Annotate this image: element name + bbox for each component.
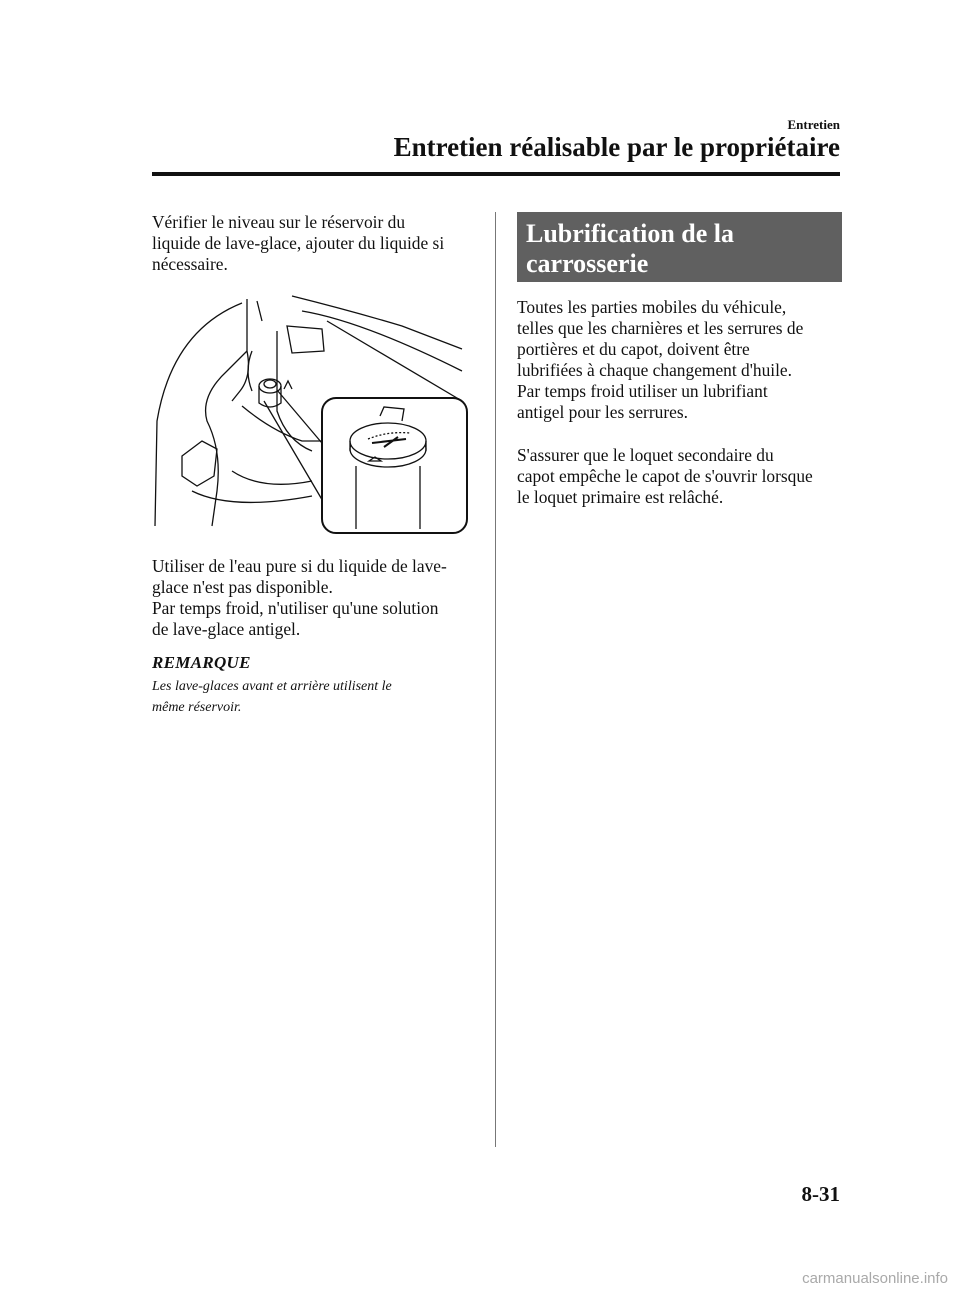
section-heading-line: carrosserie — [526, 249, 649, 278]
washer-reservoir-illustration — [152, 291, 472, 536]
text-line: Vérifier le niveau sur le réservoir du — [152, 212, 406, 232]
text-line: S'assurer que le loquet secondaire du — [517, 445, 774, 465]
text-line: le loquet primaire est relâché. — [517, 487, 724, 507]
lubrication-paragraph — [517, 297, 842, 423]
text-line: portières et du capot, doivent être — [517, 339, 750, 359]
text-line: capot empêche le capot de s'ouvrir lorsque — [517, 466, 813, 486]
header-rule — [152, 172, 840, 176]
section-heading-line: Lubrification de la — [526, 219, 735, 248]
latch-paragraph — [517, 445, 842, 508]
note-heading: REMARQUE — [152, 653, 251, 672]
text-line: telles que les charnières et les serrures de — [517, 318, 804, 338]
text-line: Utiliser de l'eau pure si du liquide de lave- — [152, 556, 447, 576]
column-divider — [495, 212, 496, 1147]
page-title: Entretien réalisable par le propriétaire — [393, 132, 840, 162]
usage-paragraph — [152, 556, 477, 640]
text-line: Les lave-glaces avant et arrière utilisent le — [152, 679, 392, 694]
text-line: Toutes les parties mobiles du véhicule, — [517, 297, 787, 317]
left-column — [152, 212, 477, 718]
text-line: nécessaire. — [152, 254, 228, 274]
text-line: Par temps froid utiliser un lubrifiant — [517, 381, 768, 401]
text-line: lubrifiées à chaque changement d'huile. — [517, 360, 792, 380]
watermark: carmanualsonline.info — [802, 1270, 948, 1287]
intro-paragraph — [152, 212, 477, 275]
text-line: de lave-glace antigel. — [152, 619, 301, 639]
section-heading — [517, 212, 842, 282]
page-number: 8-31 — [801, 1182, 840, 1206]
text-line: glace n'est pas disponible. — [152, 577, 333, 597]
text-line: Par temps froid, n'utiliser qu'une solution — [152, 598, 439, 618]
right-column — [517, 212, 842, 508]
text-line: antigel pour les serrures. — [517, 402, 688, 422]
note-text — [152, 676, 477, 718]
chapter-label: Entretien — [787, 117, 840, 132]
text-line: liquide de lave-glace, ajouter du liquide si — [152, 233, 445, 253]
text-line: même réservoir. — [152, 700, 242, 715]
